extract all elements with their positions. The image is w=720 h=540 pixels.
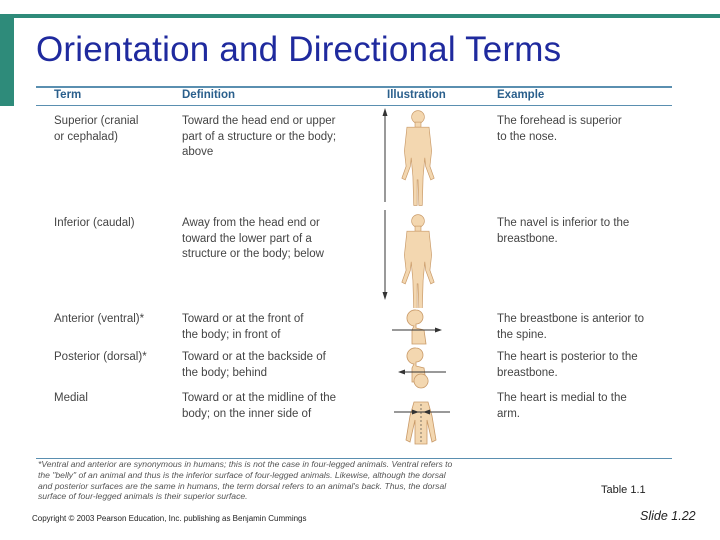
row-medial-definition: Toward or at the midline of the body; on the inner side of (182, 392, 337, 420)
inferior-arrowhead (383, 292, 388, 300)
table-footnote: *Ventral and anterior are synonymous in humans; this is not the case in four-legged animals. Ventral refers to the "belly" of an animal and thus is the inferior surface of four-legged animals. Likewise, although the dorsal and posterior surfaces are the same in humans, the term dorsal refers to an animal's back. Thus, the dorsal surface of four-legged animals is their superior surface. (38, 459, 453, 502)
anterior-posterior-medial-illustration (386, 308, 456, 448)
posterior-arrowhead (398, 370, 405, 375)
header-rule (36, 105, 672, 106)
table-top-rule (36, 86, 672, 88)
row-posterior-definition: Toward or at the backside of the body; behind (182, 351, 326, 379)
anterior-arrowhead (435, 328, 442, 333)
row-medial-term: Medial (54, 392, 88, 404)
row-superior-definition: Toward the head end or upper part of a structure or the body; above (182, 115, 337, 158)
row-inferior-example: The navel is inferior to the breastbone. (497, 217, 630, 245)
superior-arrowhead (383, 108, 388, 116)
header-term: Term (54, 89, 82, 101)
directional-terms-table (36, 86, 672, 506)
row-anterior-term: Anterior (ventral)* (54, 313, 145, 325)
slide-number: Slide 1.22 (640, 509, 696, 523)
left-accent-bar (0, 14, 14, 106)
row-posterior-example: The heart is posterior to the breastbone. (497, 351, 638, 379)
human-figure-superior (402, 111, 434, 206)
top-accent-bar (14, 14, 720, 18)
slide-title: Orientation and Directional Terms (36, 30, 562, 69)
superior-inferior-illustration (376, 108, 456, 308)
row-anterior-definition: Toward or at the front of the body; in front of (182, 313, 304, 341)
row-superior-term: Superior (cranial or cephalad) (54, 115, 139, 143)
row-superior-example: The forehead is superior to the nose. (497, 115, 622, 143)
row-anterior-example: The breastbone is anterior to the spine. (497, 313, 645, 341)
header-example: Example (497, 89, 545, 101)
table-number: Table 1.1 (601, 484, 646, 496)
header-illustration: Illustration (387, 89, 446, 101)
row-inferior-term: Inferior (caudal) (54, 217, 135, 229)
row-medial-example: The heart is medial to the arm. (497, 392, 627, 420)
copyright-notice: Copyright © 2003 Pearson Education, Inc. publishing as Benjamin Cummings (32, 514, 307, 523)
human-figure-inferior (402, 215, 434, 308)
row-inferior-definition: Away from the head end or toward the lower part of a structure or the body; below (182, 217, 324, 260)
header-definition: Definition (182, 89, 236, 101)
side-figure-anterior (407, 310, 426, 344)
row-posterior-term: Posterior (dorsal)* (54, 351, 147, 363)
